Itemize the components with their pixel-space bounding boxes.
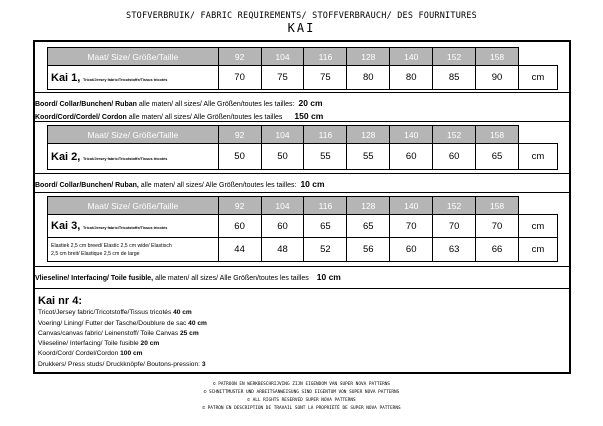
collar-value: 10 cm <box>300 179 325 189</box>
copyright-line: © PATRON EN DESCRIPTION DE TRAVAIL SONT LA PROPRIÉTÉ DE SUPER NOVA PATTERNS <box>202 406 401 411</box>
value-cell: 70 <box>390 215 433 238</box>
row-fabric: Tricot/Jersey fabric/Tricotstoffe/Tissus tricotés <box>83 226 168 230</box>
table-row <box>48 238 558 262</box>
list-item <box>38 319 207 329</box>
collar-sizes: alle maten/ all sizes/ Alle Größen/toutes les tailles: <box>140 182 297 189</box>
size-cell: 92 <box>218 126 261 144</box>
size-cell: 128 <box>347 197 390 215</box>
size-cell: 128 <box>347 48 390 66</box>
unit-cell: cm <box>518 144 557 170</box>
copyright-line: © SCHNITTMUSTER UND ARBEITSANWEISUNG SIND EIGENTUM VON SUPER NOVA PATTERNS <box>203 390 400 395</box>
size-header-label: Maat/ Size/ Größe/Taille <box>48 48 219 66</box>
item-value: 100 cm <box>120 350 143 358</box>
size-cell: 116 <box>304 48 347 66</box>
list-item <box>38 339 207 349</box>
interfacing-label: Vlieseline/ Interfacing/ Toile fusible, <box>35 275 154 282</box>
size-cell: 104 <box>261 126 304 144</box>
value-cell: 80 <box>390 66 433 90</box>
size-cell: 128 <box>347 126 390 144</box>
collar-sizes: alle maten/ all sizes/ Alle Größen/toutes les tailles: <box>138 101 295 108</box>
cord-value: 150 cm <box>294 111 324 121</box>
size-cell: 152 <box>433 126 476 144</box>
size-cell: 152 <box>433 197 476 215</box>
elastic-label-line: 2,5 cm breit/ Elastique 2,5 cm de large <box>51 250 140 257</box>
value-cell: 65 <box>347 215 390 238</box>
divider <box>35 266 569 267</box>
item-text: Drukkers/ Press studs/ Druckknöpfe/ Boutons-pression: <box>38 360 200 368</box>
list-item <box>38 360 207 370</box>
item-value: 40 cm <box>173 309 192 317</box>
row-name: Kai 1, <box>51 71 81 84</box>
divider <box>35 192 569 193</box>
row-fabric: Tricot/Jersey fabric/Tricotstoffe/Tissus tricotés <box>83 77 168 82</box>
elastic-label-line: Elastiek 2,5 cm breed/ Elastic 2,5 cm wide/ Elastisch <box>51 242 172 249</box>
interfacing-line <box>35 272 569 282</box>
list-item <box>38 329 207 339</box>
value-cell: 85 <box>433 66 476 90</box>
value-cell: 65 <box>304 215 347 238</box>
blank-cell <box>518 48 557 66</box>
copyright-line: © PATROON EN WERKBESCHRIJVING ZIJN EIGENDOM VAN SUPER NOVA PATTERNS <box>212 382 391 387</box>
item-value: 40 cm <box>188 319 207 327</box>
value-cell: 52 <box>304 238 347 262</box>
copyright-line: © ALL RIGHTS RESERVED SUPER NOVA PATTERNS <box>247 398 356 403</box>
collar-label: Boord/ Collar/Bunchen/ Ruban <box>35 101 137 108</box>
size-header-row <box>48 197 558 215</box>
cord-line-1 <box>35 111 569 121</box>
size-table-2 <box>47 125 558 170</box>
size-cell: 152 <box>433 48 476 66</box>
unit-cell: cm <box>518 238 557 262</box>
blank-cell <box>518 126 557 144</box>
unit-cell: cm <box>518 215 557 238</box>
value-cell: 70 <box>476 215 519 238</box>
value-cell: 65 <box>476 144 519 170</box>
divider <box>35 121 569 122</box>
size-table-1 <box>47 47 558 90</box>
list-item <box>38 308 207 318</box>
section-title: Kai nr 4: <box>38 295 83 307</box>
value-cell: 70 <box>433 215 476 238</box>
size-header-label: Maat/ Size/ Größe/Taille <box>48 126 219 144</box>
size-cell: 116 <box>304 126 347 144</box>
item-text: Canvas/canvas fabric/ Leinenstoff/ Toile Canvas <box>38 329 179 337</box>
value-cell: 75 <box>261 66 304 90</box>
value-cell: 66 <box>476 238 519 262</box>
collar-line-1 <box>35 98 569 108</box>
value-cell: 60 <box>433 144 476 170</box>
value-cell: 70 <box>218 66 261 90</box>
size-cell: 158 <box>476 48 519 66</box>
row-fabric: Tricot/Jersey fabric/Tricotstoffe/Tissus tricotés <box>83 156 168 161</box>
row-name: Kai 3, <box>51 220 81 232</box>
size-header-row <box>48 48 558 66</box>
item-text: Voering/ Lining/ Futter der Tasche/Doublure de sac <box>38 319 187 327</box>
unit-cell: cm <box>518 66 557 90</box>
value-cell: 60 <box>218 215 261 238</box>
value-cell: 90 <box>476 66 519 90</box>
size-cell: 116 <box>304 197 347 215</box>
size-header-row <box>48 126 558 144</box>
size-cell: 140 <box>390 48 433 66</box>
value-cell: 44 <box>218 238 261 262</box>
value-cell: 56 <box>347 238 390 262</box>
table-row <box>48 66 558 90</box>
list-item <box>38 349 207 359</box>
row-name: Kai 2, <box>51 150 81 163</box>
row-label <box>48 144 219 170</box>
item-value: 25 cm <box>179 329 199 337</box>
row-label <box>48 66 219 90</box>
size-cell: 140 <box>390 197 433 215</box>
size-table-3 <box>47 196 558 262</box>
size-cell: 92 <box>218 197 261 215</box>
collar-line-2 <box>35 179 569 189</box>
value-cell: 75 <box>304 66 347 90</box>
cord-label: Koord/Cord/Cordel/ Cordon <box>35 114 127 121</box>
size-cell: 104 <box>261 48 304 66</box>
row-label <box>48 215 219 238</box>
item-text: Vlieseline/ Interfacing/ Toile fusible <box>38 340 139 348</box>
table-row <box>48 144 558 170</box>
value-cell: 63 <box>433 238 476 262</box>
size-cell: 158 <box>476 126 519 144</box>
value-cell: 50 <box>218 144 261 170</box>
size-cell: 92 <box>218 48 261 66</box>
table-row <box>48 215 558 238</box>
copyright-footer <box>0 381 603 413</box>
value-cell: 80 <box>347 66 390 90</box>
divider <box>35 92 569 93</box>
value-cell: 60 <box>390 238 433 262</box>
size-cell: 104 <box>261 197 304 215</box>
value-cell: 55 <box>304 144 347 170</box>
item-value: 3 <box>201 360 206 368</box>
size-cell: 158 <box>476 197 519 215</box>
collar-value: 20 cm <box>298 98 323 108</box>
blank-cell <box>518 197 557 215</box>
divider <box>35 288 569 289</box>
value-cell: 60 <box>261 215 304 238</box>
value-cell: 50 <box>261 144 304 170</box>
size-header-label: Maat/ Size/ Größe/Taille <box>48 197 219 215</box>
interfacing-sizes: alle maten/ all sizes/ Alle Größen/toutes les tailles <box>155 275 309 282</box>
value-cell: 60 <box>390 144 433 170</box>
divider <box>35 173 569 174</box>
size-cell: 140 <box>390 126 433 144</box>
item-value: 20 cm <box>140 340 160 348</box>
cord-sizes: alle maten/ all sizes/ Alle Größen/toutes les tailles <box>128 114 283 121</box>
elastic-label <box>48 238 219 262</box>
kai-4-section <box>38 296 207 370</box>
interfacing-value: 10 cm <box>316 272 341 282</box>
value-cell: 48 <box>261 238 304 262</box>
collar-label: Boord/ Collar/Bunchen/ Ruban, <box>35 182 139 189</box>
page-title: STOFVERBRUIK/ FABRIC REQUIREMENTS/ STOFFVERBRAUCH/ DES FOURNITURES <box>126 11 477 21</box>
item-text: Koord/Cord/ Cordel/Cordon <box>38 350 119 358</box>
pattern-name: KAI <box>287 21 316 35</box>
value-cell: 55 <box>347 144 390 170</box>
item-text: Tricot/Jersey fabric/Tricotstoffe/Tissus tricotés <box>38 309 172 317</box>
